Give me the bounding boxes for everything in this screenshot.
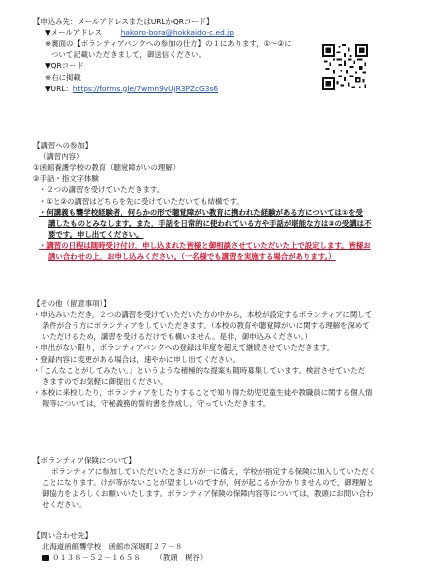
other-p3: ・登録内容に変更がある場合は，速やかに申し出てください。 [33, 354, 240, 364]
contact-person: （教頭 梶谷） [155, 553, 208, 563]
insurance-line-4: せください。 [42, 500, 87, 510]
course-bullet-1: ・２つの講習を受けていただきます。 [39, 185, 165, 195]
other-section [33, 298, 417, 409]
contact-org: 北海道函館聾学校 函館市深堀町２７－８ [42, 542, 183, 552]
contact-phone-row [33, 552, 417, 563]
course-section [33, 140, 417, 262]
apply-heading: 【申込み先：メールアドレスまたはURLかQRコード】 [33, 17, 214, 26]
mail-row [33, 27, 417, 38]
insurance-section [33, 455, 417, 511]
other-p4-line-1: ・「こんなことがしてみたい。」というような積極的な提案も随時募集しています。検討させていただ [33, 365, 365, 375]
apply-note-1: ※裏面の【ボランティアバンクへの参加の仕方】の１にあります，①〜②に [45, 39, 292, 49]
contact-section [33, 530, 417, 563]
course-bullet-4 [33, 240, 417, 262]
form-url-link[interactable]: https://forms.gle/7wmn9vUjR3PZcG3s6 [72, 83, 219, 93]
course-bullet-3 [33, 207, 417, 240]
apply-note-2: ついて記載いただきまして，御送信ください。 [51, 50, 207, 60]
course-sub: （講習内容） [39, 152, 84, 162]
insurance-line-2: ことになります。けが等がないことが望ましいのですが，何が起こるか分かりませんので，御理解と [42, 478, 374, 488]
course-bullet-3-line-2: 講したものとみなします。また，手話を日常的に使われている方や手話が堪能な方は②の受講は不 [48, 218, 372, 228]
course-bullet-3-line-3: 要です。申し出てください。 [48, 229, 144, 239]
course-bullet-3-line-1: ・何講義も聾学校経験者，何らかの形で聴覚障がい教育に携われた経験がある方については①を受 [39, 207, 363, 217]
other-p4-line-2: きますのでお気軽に御提出ください。 [42, 376, 168, 386]
phone-icon [42, 555, 49, 561]
insurance-heading: 【ボランティア保険について】 [33, 456, 136, 465]
other-p1-line-2: 条件が合う方にボランティアをしていただきます。（本校の教育や聴覚障がいに関する理解を深めて [42, 321, 370, 331]
contact-heading: 【問い合わせ先】 [33, 531, 93, 540]
insurance-line-1: ボランティアに参加していただいたときに万が一に備え，学校が指定する保険に加入していただく [51, 467, 377, 477]
qr-label: ▼QRコード [45, 61, 84, 71]
course-item-2: ②手話・指文字体験 [33, 174, 99, 184]
url-label: ▼URL： [45, 83, 73, 93]
mail-link[interactable]: hakoro-bora@hokkaido-c.ed.jp [120, 28, 234, 38]
mail-label: ▼メールアドレス [45, 28, 103, 38]
course-item-1: ①函館養護学校の教育（聴覚障がいの理解） [33, 163, 181, 173]
other-p1-line-3: いただけるため，講習を受けるだけでも構いません。是非，御申込みください。） [42, 332, 312, 342]
qr-note: ※右に掲載 [45, 72, 81, 82]
contact-phone: ０１３８－５２－１６５８ [52, 553, 141, 563]
other-p1-line-1: ・申込みいただき，２つの講習を受けていただいた方の中から，本校が設定するボランティアに関して [33, 310, 373, 320]
course-heading: 【講習への参加】 [33, 141, 93, 150]
other-p5-line-1: ・本校に来校したり，ボランティアをしたりすることで知り得た幼児児童生徒や教職員に関する個人情 [33, 387, 373, 397]
other-p2: ・申出がない限り，ボランティアバンクへの登録は年度を超えて継続させていただきます。 [33, 343, 335, 353]
other-heading: 【その他（留意事項）】 [33, 299, 111, 308]
other-p5-line-2: 報等については，守秘義務的誓約書を作成し，守っていただきます。 [42, 398, 271, 408]
insurance-line-3: 御協力をよろしくお願いいたします。ボランティア保険の保障内容等については，教頭にお問い合わ [42, 489, 374, 499]
course-bullet-4-line-2: 誘い合わせの上，お申し込みください。（一名様でも講習を実施する場合があります。） [48, 252, 336, 262]
course-bullet-2: ・①と②の講習はどちらを先に受けていただいても結構です。 [39, 196, 244, 206]
course-bullet-4-line-1: ・講習の日程は随時受け付け，申し込まれた皆様と御相談させていただいた上で設定します。皆様お [39, 240, 371, 250]
qr-code-image[interactable] [322, 44, 368, 90]
